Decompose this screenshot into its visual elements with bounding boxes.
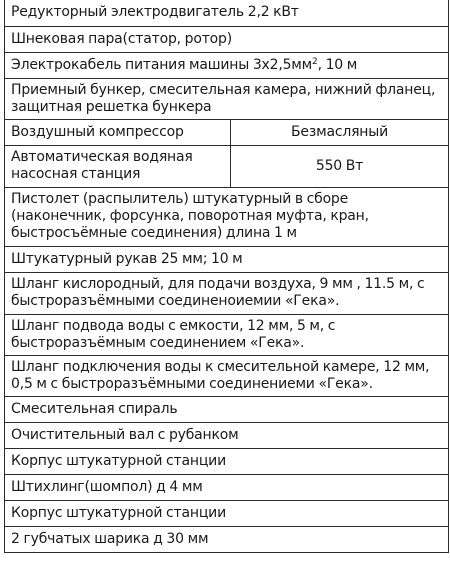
table-row [5, 145, 449, 187]
table-cell: Смесительная спираль [5, 396, 449, 422]
table-cell: Штукатурный рукав 25 мм; 10 м [5, 246, 449, 272]
table-row [5, 396, 449, 422]
table-cell: Шланг кислородный, для подачи воздуха, 9 мм , 11.5 м, с быстроразъёмными соединеноиемии «Гека». [5, 272, 449, 314]
table-cell-label: Автоматическая водяная насосная станция [5, 145, 231, 187]
table-row [5, 119, 449, 145]
table-cell: Корпус штукатурной станции [5, 448, 449, 474]
table-row [5, 0, 449, 26]
superscript: 2 [312, 56, 318, 67]
table-row [5, 272, 449, 314]
table-cell-value: Безмасляный [231, 119, 449, 145]
cell-text: Электрокабель питания машины 3х2,5мм [11, 56, 313, 73]
table-cell: Корпус штукатурной станции [5, 500, 449, 526]
table-row [5, 246, 449, 272]
table-cell: Очистительный вал с рубанком [5, 422, 449, 448]
table-cell: Редукторный электродвигатель 2,2 кВт [5, 0, 449, 26]
table-cell-value: 550 Вт [231, 145, 449, 187]
table-row [5, 314, 449, 355]
table-cell [5, 52, 449, 78]
table-cell-label: Воздушный компрессор [5, 119, 231, 145]
table-row [5, 474, 449, 500]
table-cell: Пистолет (распылитель) штукатурный в сборе (наконечник, форсунка, поворотная муфта, кран, быстросъёмные соединения) длина 1 м [5, 187, 449, 246]
cell-text-suffix: , 10 м [317, 56, 358, 73]
table-row [5, 448, 449, 474]
table-row [5, 78, 449, 119]
table-cell: Шнековая пара(статор, ротор) [5, 26, 449, 52]
table-cell: Шланг подключения воды к смесительной камере, 12 мм, 0,5 м с быстроразъёмными соединениеми «Гека». [5, 355, 449, 396]
table-row [5, 526, 449, 552]
table-cell: Шланг подвода воды с емкости, 12 мм, 5 м, с быстроразъёмным соединением «Гека». [5, 314, 449, 355]
table-row [5, 52, 449, 78]
equipment-spec-table [4, 0, 449, 553]
table-row [5, 355, 449, 396]
table-row [5, 500, 449, 526]
table-cell: Штихлинг(шомпол) д 4 мм [5, 474, 449, 500]
table-row [5, 422, 449, 448]
table-row [5, 26, 449, 52]
table-cell: 2 губчатых шарика д 30 мм [5, 526, 449, 552]
table-cell: Приемный бункер, смесительная камера, нижний фланец, защитная решетка бункера [5, 78, 449, 119]
table-row [5, 187, 449, 246]
